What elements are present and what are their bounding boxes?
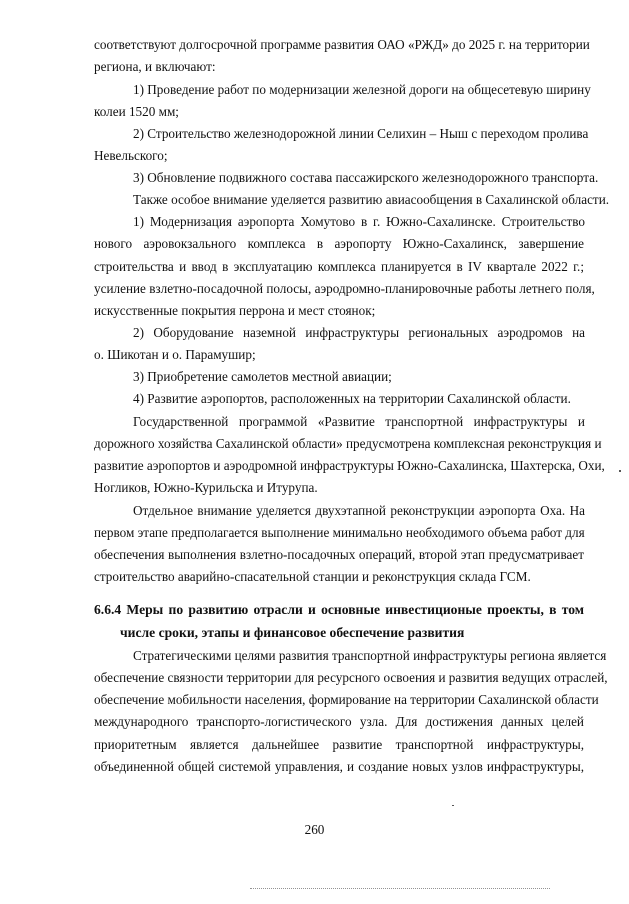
scan-edge-artifact [250, 888, 550, 891]
text-line: обеспечение мобильности населения, формирование на территории Сахалинской области [94, 692, 599, 707]
list-item-text: 2) Строительство железнодорожной линии Селихин – Ныш с переходом пролива [133, 126, 589, 141]
section-heading-continued: числе сроки, этапы и финансовое обеспечение развития [120, 625, 465, 640]
list-item-text: 1) Модернизация аэропорта Хомутово в г. Южно-Сахалинске. Строительство [133, 214, 585, 229]
text-line: региона, и включают: [94, 59, 216, 74]
text-line: искусственные покрытия перрона и мест стоянок; [94, 303, 376, 318]
text-line: строительство аварийно-спасательной станции и реконструкция склада ГСМ. [94, 569, 531, 584]
text-line: обеспечения выполнения взлетно-посадочных операций, второй этап предусматривает [94, 547, 584, 562]
list-item-text: 1) Проведение работ по модернизации железной дороги на общесетевую ширину [133, 82, 591, 97]
text-line: нового аэровокзального комплекса в аэропорту Южно-Сахалинск, завершение [94, 236, 584, 251]
text-line: Государственной программой «Развитие транспортной инфраструктуры и [133, 414, 585, 429]
text-line: о. Шикотан и о. Парамушир; [94, 347, 256, 362]
list-item-text: 2) Оборудование наземной инфраструктуры региональных аэродромов на [133, 325, 585, 340]
scan-speck [619, 470, 621, 472]
text-line: Ногликов, Южно-Курильска и Итурупа. [94, 480, 318, 495]
text-line: развитие аэропортов и аэродромной инфраструктуры Южно-Сахалинска, Шахтерска, Охи, [94, 458, 605, 473]
text-line: усиление взлетно-посадочной полосы, аэродромно-планировочные работы летнего поля, [94, 281, 595, 296]
text-line: первом этапе предполагается выполнение минимально необходимого объема работ для [94, 525, 585, 540]
list-item-text: 3) Приобретение самолетов местной авиации; [133, 369, 392, 384]
text-line: строительства и ввод в эксплуатацию комплекса планируется в IV квартале 2022 г.; [94, 259, 584, 274]
text-line: Стратегическими целями развития транспортной инфраструктуры региона является [133, 648, 607, 663]
scan-speck [452, 805, 454, 806]
text-line: объединенной общей системой управления, и создание новых узлов инфраструктуры, [94, 759, 584, 774]
list-item-text: 3) Обновление подвижного состава пассажирского железнодорожного транспорта. [133, 170, 599, 185]
text-line: соответствуют долгосрочной программе развития ОАО «РЖД» до 2025 г. на территории [94, 37, 590, 52]
text-line: обеспечение связности территории для ресурсного освоения и развития ведущих отраслей, [94, 670, 608, 685]
text-line: международного транспорто-логистического узла. Для достижения данных целей [94, 714, 584, 729]
section-heading: 6.6.4 Меры по развитию отрасли и основные инвестиционые проекты, в том [94, 602, 584, 617]
text-line: приоритетным является дальнейшее развитие транспортной инфраструктуры, [94, 737, 584, 752]
text-line: Отдельное внимание уделяется двухэтапной реконструкции аэропорта Оха. На [133, 503, 585, 518]
page-number: 260 [304, 822, 325, 837]
list-item-text: 4) Развитие аэропортов, расположенных на территории Сахалинской области. [133, 391, 571, 406]
text-line: дорожного хозяйства Сахалинской области» предусмотрена комплексная реконструкция и [94, 436, 602, 451]
text-line: Также особое внимание уделяется развитию авиасообщения в Сахалинской области. [133, 192, 610, 207]
text-line: Невельского; [94, 148, 168, 163]
text-line: колеи 1520 мм; [94, 104, 179, 119]
